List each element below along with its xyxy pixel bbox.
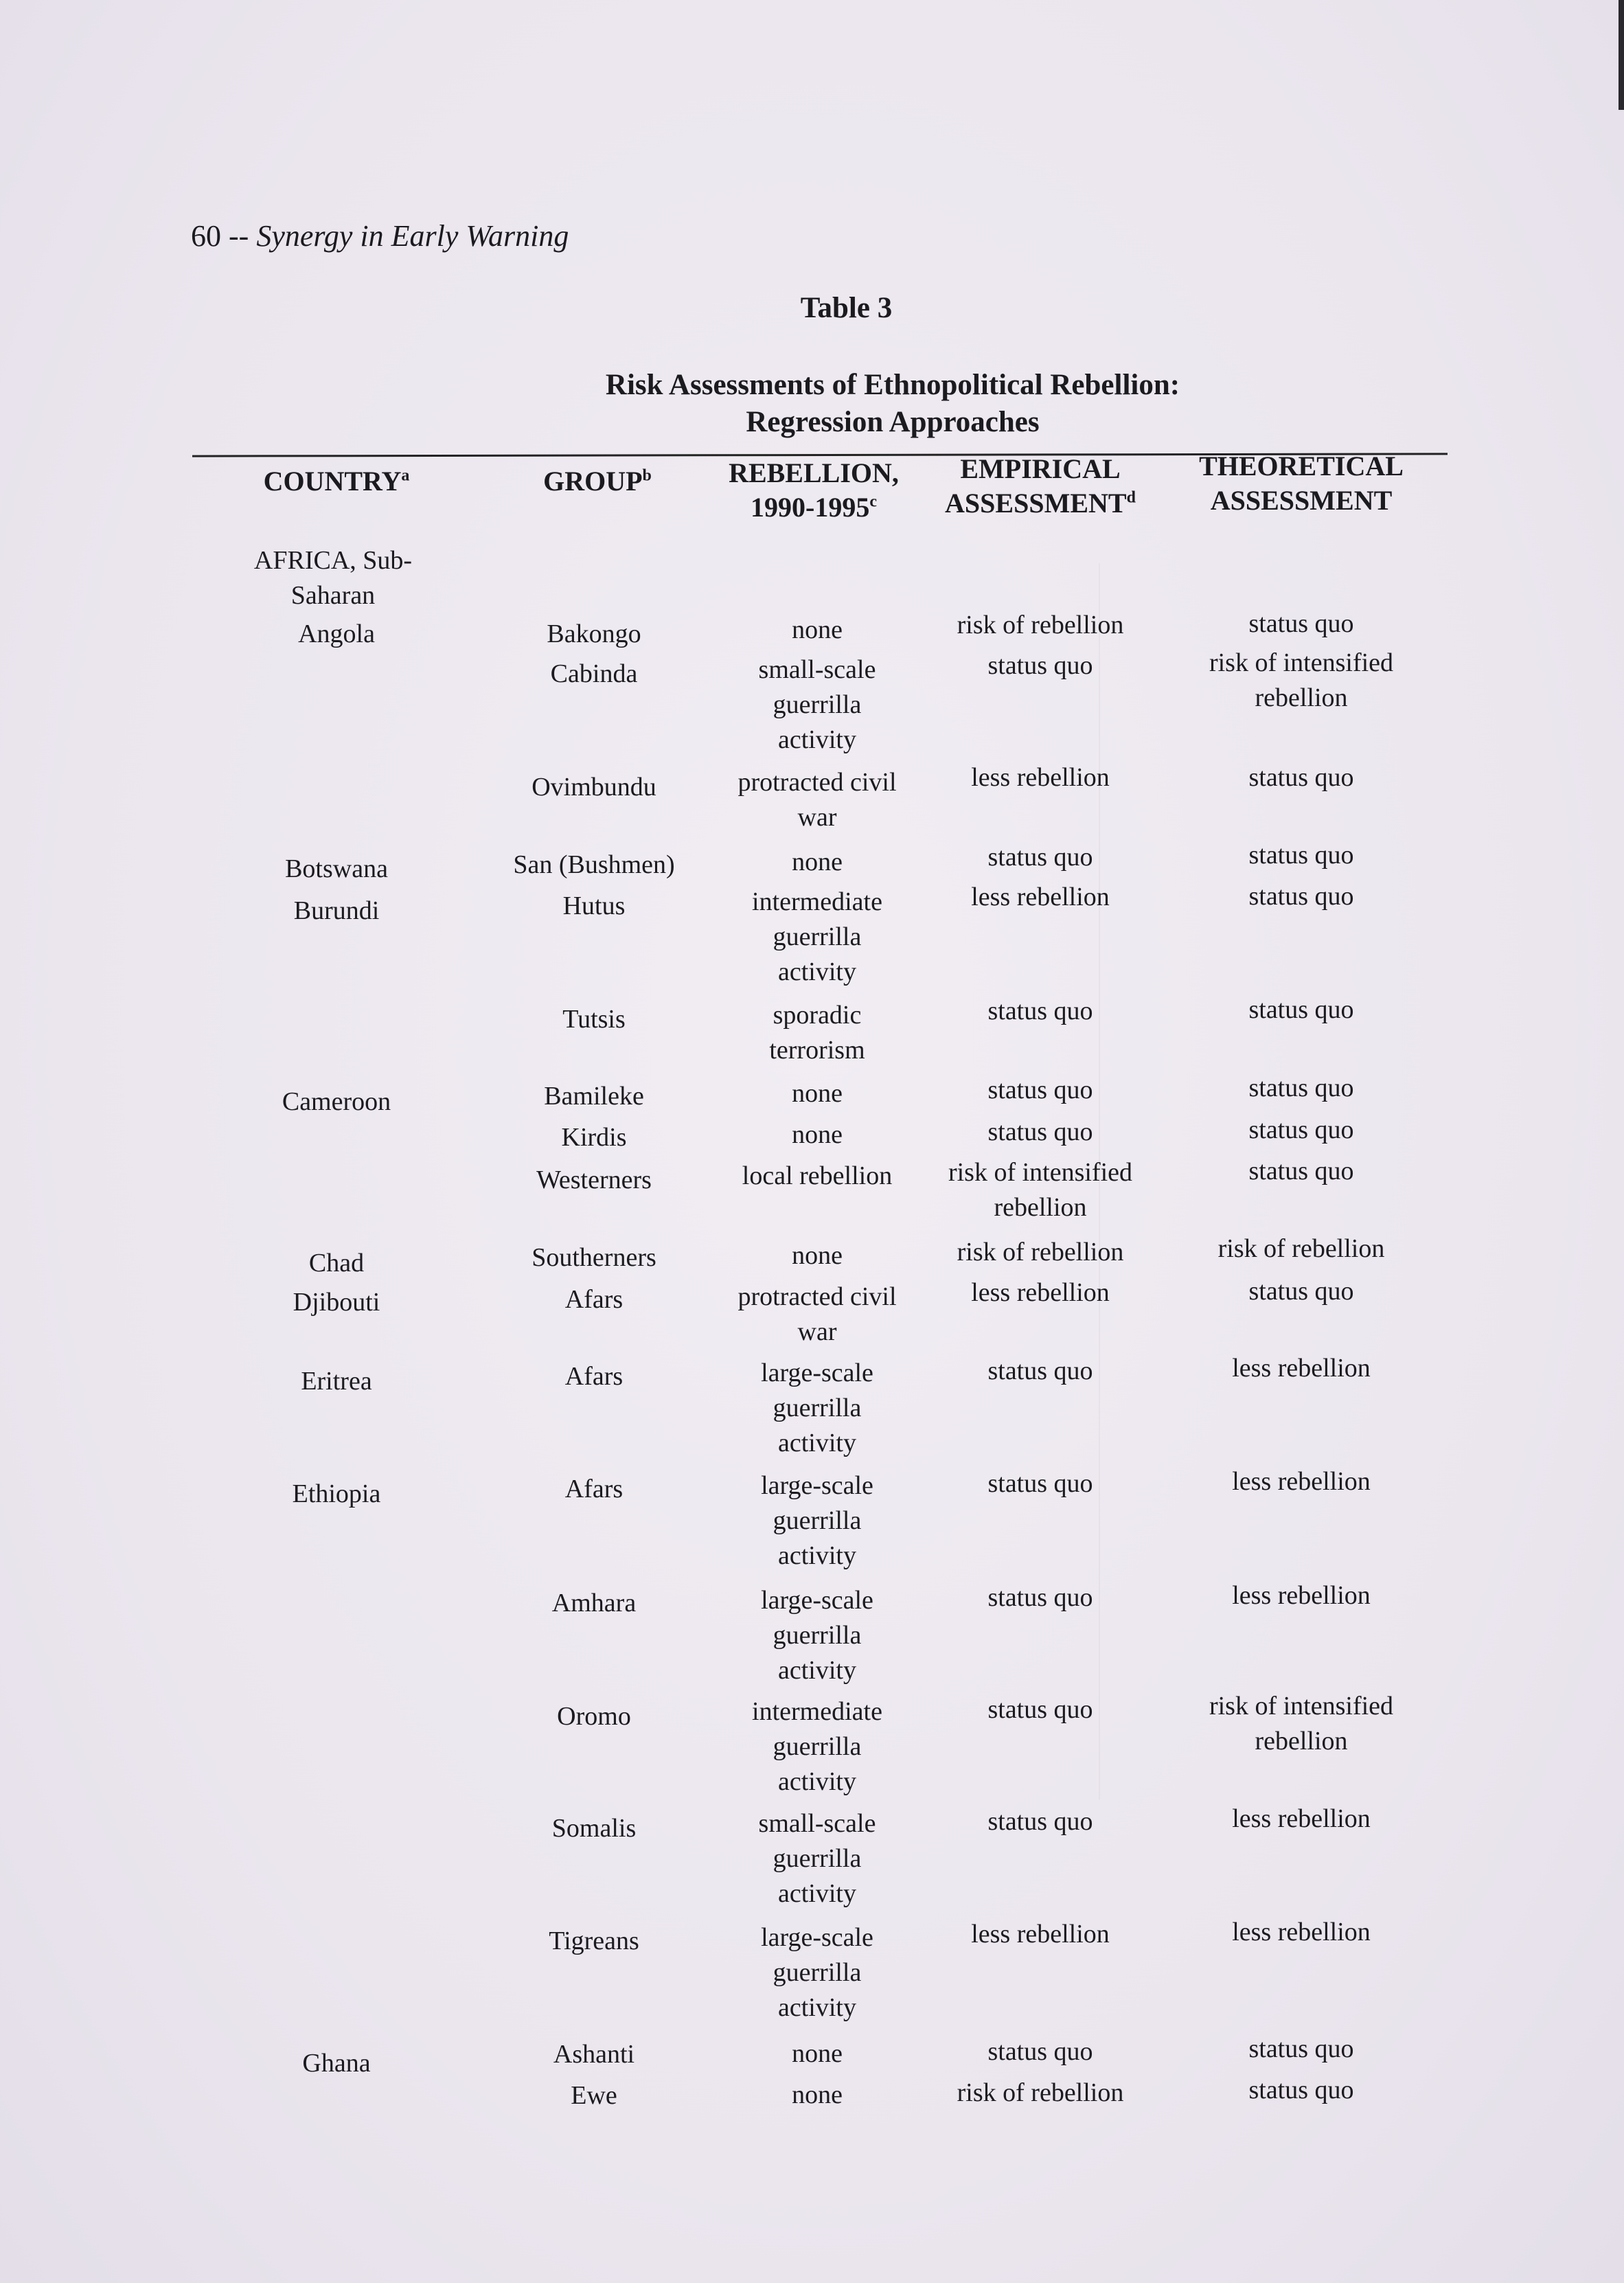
cell-empirical: risk of rebellion xyxy=(957,1238,1124,1267)
page-edge-shadow xyxy=(1619,0,1624,110)
cell-empirical: status quo xyxy=(987,1469,1093,1498)
cell-empirical: status quo xyxy=(987,997,1093,1025)
cell-group: Afars xyxy=(564,1285,624,1314)
cell-group: Tutsis xyxy=(562,1005,626,1034)
cell-country: Ghana xyxy=(302,2049,371,2078)
cell-rebellion: none xyxy=(792,848,843,876)
cell-empirical: status quo xyxy=(987,1117,1093,1146)
cell-rebellion: small-scale guerrilla activity xyxy=(758,655,876,754)
cell-theoretical: status quo xyxy=(1248,609,1354,638)
cell-theoretical: status quo xyxy=(1248,841,1354,870)
cell-theoretical: less rebellion xyxy=(1232,1918,1371,1946)
cell-empirical: status quo xyxy=(987,1076,1093,1104)
cell-rebellion: large-scale guerrilla activity xyxy=(761,1359,873,1457)
cell-empirical: status quo xyxy=(987,1356,1093,1385)
cell-rebellion: none xyxy=(792,1241,843,1270)
cell-rebellion: protracted civil war xyxy=(737,768,897,832)
cell-group: Afars xyxy=(564,1475,624,1503)
cell-rebellion: local rebellion xyxy=(742,1161,893,1190)
cell-empirical: status quo xyxy=(987,1695,1093,1724)
cell-rebellion: intermediate guerrilla activity xyxy=(752,887,882,986)
cell-theoretical: risk of intensified rebellion xyxy=(1209,648,1394,712)
cell-country: Chad xyxy=(308,1249,365,1277)
cell-country: Ethiopia xyxy=(292,1479,381,1508)
header-empirical: EMPIRICAL ASSESSMENT$^d$ xyxy=(945,453,1136,519)
cell-theoretical: less rebellion xyxy=(1232,1804,1371,1833)
cell-theoretical: risk of rebellion xyxy=(1217,1234,1385,1263)
cell-group: Oromo xyxy=(557,1702,631,1731)
cell-theoretical: status quo xyxy=(1248,1277,1354,1306)
cell-group: Ashanti xyxy=(553,2040,635,2069)
cell-theoretical: status quo xyxy=(1248,1074,1354,1102)
cell-empirical: status quo xyxy=(987,1807,1093,1836)
header-theoretical: THEORETICAL ASSESSMENT xyxy=(1199,451,1404,516)
cell-country: Cameroon xyxy=(282,1087,391,1116)
cell-group: Somalis xyxy=(551,1814,637,1843)
cell-theoretical: less rebellion xyxy=(1232,1467,1371,1496)
cell-theoretical: status quo xyxy=(1248,1157,1354,1185)
cell-empirical: risk of rebellion xyxy=(957,2078,1124,2107)
cell-country: Burundi xyxy=(293,896,380,925)
cell-country: Eritrea xyxy=(301,1367,372,1396)
cell-group: Westerners xyxy=(536,1166,652,1194)
table-title xyxy=(371,367,1415,441)
cell-group: Bamileke xyxy=(544,1082,644,1111)
cell-rebellion: none xyxy=(792,2039,843,2068)
cell-country: Angola xyxy=(298,620,375,648)
cell-empirical: less rebellion xyxy=(971,883,1110,911)
cell-group: Southerners xyxy=(531,1243,656,1272)
cell-group: Kirdis xyxy=(561,1123,627,1152)
cell-theoretical: less rebellion xyxy=(1232,1354,1371,1383)
cell-empirical: risk of rebellion xyxy=(957,611,1124,639)
table-title-line1: Risk Assessments of Ethnopolitical Rebellion: xyxy=(605,369,1180,401)
cell-rebellion: large-scale guerrilla activity xyxy=(761,1923,873,2022)
table-number: Table 3 xyxy=(800,292,893,324)
cell-group: Ewe xyxy=(571,2081,617,2110)
cell-empirical: status quo xyxy=(987,1583,1093,1612)
cell-rebellion: large-scale guerrilla activity xyxy=(761,1586,873,1685)
cell-theoretical: status quo xyxy=(1248,882,1354,911)
header-rebellion: REBELLION, 1990-1995$^c$ xyxy=(729,457,899,523)
cell-group: Hutus xyxy=(562,891,626,920)
cell-group: Cabinda xyxy=(550,659,638,688)
running-head xyxy=(191,221,569,251)
cell-group: San (Bushmen) xyxy=(513,850,675,879)
cell-rebellion: none xyxy=(792,1120,843,1149)
cell-theoretical: less rebellion xyxy=(1232,1581,1371,1610)
cell-theoretical: status quo xyxy=(1248,2076,1354,2104)
cell-group: Tigreans xyxy=(549,1927,639,1955)
cell-rebellion: small-scale guerrilla activity xyxy=(758,1809,876,1908)
cell-group: Amhara xyxy=(551,1589,637,1617)
cell-theoretical: risk of intensified rebellion xyxy=(1209,1692,1394,1756)
table-title-line2: Regression Approaches xyxy=(746,406,1040,438)
cell-rebellion: protracted civil war xyxy=(737,1282,897,1346)
cell-group: Afars xyxy=(564,1362,624,1391)
cell-rebellion: intermediate guerrilla activity xyxy=(752,1697,882,1796)
cell-empirical: status quo xyxy=(987,843,1093,872)
cell-country: Djibouti xyxy=(293,1288,380,1317)
cell-theoretical: status quo xyxy=(1248,763,1354,792)
cell-empirical: less rebellion xyxy=(971,763,1110,792)
cell-empirical: less rebellion xyxy=(971,1278,1110,1307)
cell-rebellion: sporadic terrorism xyxy=(769,1001,865,1065)
cell-rebellion: none xyxy=(792,2080,843,2109)
cell-country: Botswana xyxy=(285,854,388,883)
cell-group: Ovimbundu xyxy=(531,773,656,802)
cell-group: Bakongo xyxy=(547,620,641,648)
cell-rebellion: none xyxy=(792,615,843,644)
region-label: AFRICA, Sub- Saharan xyxy=(253,546,413,610)
cell-theoretical: status quo xyxy=(1248,995,1354,1024)
cell-empirical: less rebellion xyxy=(971,1920,1110,1949)
cell-empirical: risk of intensified rebellion xyxy=(948,1158,1133,1222)
cell-theoretical: status quo xyxy=(1248,1115,1354,1144)
cell-rebellion: none xyxy=(792,1079,843,1108)
page-number: 60 -- xyxy=(191,219,249,253)
cell-rebellion: large-scale guerrilla activity xyxy=(761,1471,873,1570)
book-title: Synergy in Early Warning xyxy=(256,219,569,253)
cell-theoretical: status quo xyxy=(1248,2034,1354,2063)
cell-empirical: status quo xyxy=(987,2037,1093,2066)
header-country: COUNTRY$^a$ xyxy=(263,466,410,497)
cell-empirical: status quo xyxy=(987,651,1093,680)
header-group: GROUP$^b$ xyxy=(543,466,652,497)
